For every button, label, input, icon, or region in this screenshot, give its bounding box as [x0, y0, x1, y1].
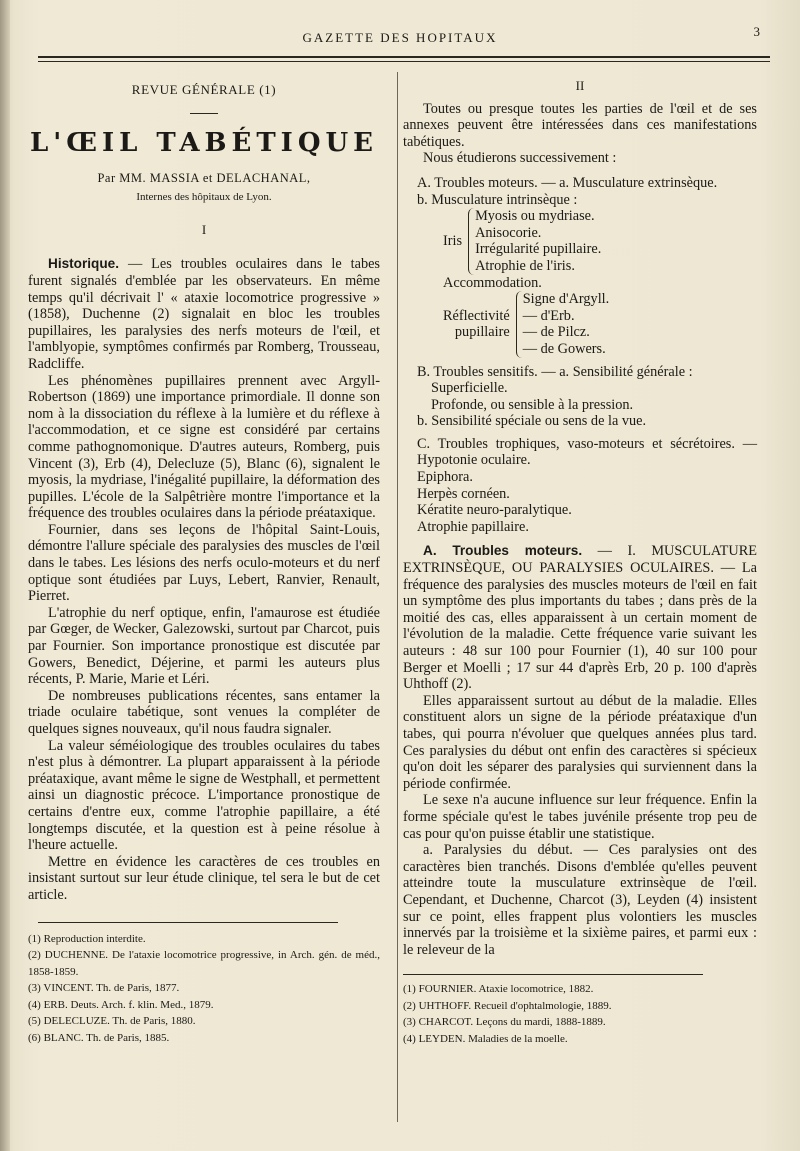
- paragraph: a. Paralysies du début. — Ces paralysies ont des caractères bien tranchés. Disons d'emblée qu'elles peuvent atteindre toute la musculature extrinsèque de l'œil. Cependant, et Duchenne, Charcot (3), Leyden (4) insistent sur ce point, elles frappent plus volontiers les muscles innervés par la troisième et la sixième paires, et parmi eux : le releveur de la: [403, 842, 757, 958]
- section-numeral-ii: II: [575, 78, 585, 93]
- paragraph: De nombreuses publications récentes, sans entamer la triade oculaire tabétique, sont venues la compléter de quelques signes nouveaux, qu'il nous faudra signaler.: [28, 687, 380, 737]
- iris-group: [403, 208, 757, 274]
- review-heading: REVUE GÉNÉRALE (1): [131, 82, 277, 97]
- iris-item: Anisocorie.: [475, 224, 542, 241]
- reflex-brace: [516, 291, 610, 357]
- accommodation: Accommodation.: [443, 274, 542, 291]
- page-binding-edge: [0, 0, 10, 1151]
- short-rule: [190, 113, 218, 114]
- footnote: (4) ERB. Deuts. Arch. f. klin. Med., 1879.: [28, 998, 214, 1011]
- iris-label: Iris: [443, 233, 463, 250]
- outline-item: Epiphora.: [417, 469, 473, 486]
- footnote: (3) VINCENT. Th. de Paris, 1877.: [28, 982, 180, 995]
- outline-item: b. Sensibilité spéciale ou sens de la vue.: [417, 413, 647, 430]
- outline-item: Profonde, ou sensible à la pression.: [431, 396, 634, 413]
- footnote-rule: [403, 974, 703, 975]
- paragraph: L'atrophie du nerf optique, enfin, l'amaurose est étudiée par Gœger, de Wecker, Galezowski, surtout par Charcot, puis par Fournier. Son importance pronostique est discutée par Gowers, Benedict, Déjerine, et parmi les auteurs plus récents, P. Marie, Marie et Léri.: [28, 604, 380, 688]
- section-numeral-i: I: [201, 221, 207, 237]
- footnote: (1) Reproduction interdite.: [28, 932, 146, 945]
- footnotes-left: [28, 931, 380, 1047]
- paragraph: Les phénomènes pupillaires prennent avec Argyll-Robertson (1869) une importance primordiale. Il donne son nom à la dissociation du réflexe à la lumière et du réflexe à l'accommodation, et ce signe est considéré par certains comme pathognomonique. D'autres auteurs, Romberg, puis Vincent (3), Erb (4), Delecluze (5), Blanc (6), signalent le myosis, la mydriase, l'inégalité pupillaire, la déformation des pupilles. L'école de la Salpêtrière montre l'importance et la fréquence des troubles oculaires dans la période préataxique.: [28, 372, 380, 522]
- paragraph-troubles-moteurs: [403, 543, 757, 692]
- iris-item: Atrophie de l'iris.: [475, 257, 575, 274]
- run-in-heading: A. Troubles moteurs.: [423, 543, 583, 559]
- column-divider: [397, 72, 398, 1122]
- reflex-group: [403, 291, 757, 357]
- footnote: (3) CHARCOT. Leçons du mardi, 1888-1889.: [403, 1016, 606, 1029]
- reflex-item: — de Pilcz.: [522, 324, 590, 341]
- footnote: (6) BLANC. Th. de Paris, 1885.: [28, 1031, 170, 1044]
- run-in-heading: Historique.: [48, 256, 119, 272]
- right-column: [403, 78, 757, 1047]
- affiliation: Internes des hôpitaux de Lyon.: [136, 191, 272, 204]
- header-rule-thin: [38, 61, 770, 62]
- page-number: 3: [753, 24, 760, 39]
- footnote: (4) LEYDEN. Maladies de la moelle.: [403, 1032, 568, 1045]
- outline-b-sens-heading: B. Troubles sensitifs. — a. Sensibilité générale :: [417, 363, 693, 380]
- iris-item: Irrégularité pupillaire.: [475, 241, 602, 258]
- left-column: [28, 78, 380, 1046]
- iris-item: Myosis ou mydriase.: [475, 208, 595, 225]
- reflex-label-line: Réflectivité: [443, 307, 510, 324]
- footnote-rule: [38, 922, 338, 923]
- footnote: (5) DELECLUZE. Th. de Paris, 1880.: [28, 1015, 196, 1028]
- footnote: (2) UHTHOFF. Recueil d'ophtalmologie, 1889.: [403, 999, 612, 1012]
- footnotes-right: [403, 981, 757, 1047]
- reflex-label: [443, 308, 514, 341]
- page-header: [30, 24, 770, 50]
- paragraph: Toutes ou presque toutes les parties de l'œil et de ses annexes peuvent être intéressées dans ces manifestations tabétiques.: [403, 100, 757, 150]
- paragraph: La valeur séméiologique des troubles oculaires du tabes n'est plus à démontrer. La plupart apparaissent à la période préataxique, avant même le signe de Westphall, et permettent ainsi un diagnostic précoce. L'importance pronostique de certains d'entre eux, comme l'atrophie papillaire, a été longtemps discutée, et la question est à peine résolue à l'heure actuelle.: [28, 737, 380, 854]
- outline-item: Atrophie papillaire.: [417, 518, 529, 535]
- reflex-item: — de Gowers.: [522, 340, 606, 357]
- footnote: (2) DUCHENNE. De l'ataxie locomotrice progressive, in Arch. gén. de méd., 1858-1859.: [28, 949, 380, 978]
- paragraph-historique: [28, 256, 380, 372]
- paragraph: Mettre en évidence les caractères de ces troubles en insistant surtout sur leur étude clinique, tel sera le but de cet article.: [28, 853, 380, 903]
- outline-c-heading: C. Troubles trophiques, vaso-moteurs et sécrétoires. — Hypotonie oculaire.: [417, 435, 757, 469]
- header-rule-thick: [38, 56, 770, 58]
- byline: Par MM. MASSIA et DELACHANAL,: [97, 170, 311, 185]
- article-title: L'ŒIL TABÉTIQUE: [30, 127, 378, 158]
- footnote: (1) FOURNIER. Ataxie locomotrice, 1882.: [403, 983, 594, 996]
- paragraph-text: — Les troubles oculaires dans le tabes furent signalés d'emblée par les observateurs. En même temps qu'il décrivait l' « ataxie locomotrice progressive » (1858), Duchenne (2) signalait en bloc les troubles pupillaires, les paralysies des nerfs moteurs de l'œil, et l'amblyopie, symptômes confirmés par Romberg, Trousseau, Radcliffe.: [28, 256, 381, 372]
- paragraph: Fournier, dans ses leçons de l'hôpital Saint-Louis, démontre l'allure spéciale des paralysies des muscles de l'œil dans le tabes. Les lésions des nerfs oculo-moteurs et du nerf optique sont étudiées par Luys, Lebert, Ranvier, Renault, Pierret.: [28, 521, 380, 605]
- reflex-item: — d'Erb.: [522, 307, 575, 324]
- running-title: GAZETTE DES HOPITAUX: [302, 30, 498, 45]
- reflex-item: Signe d'Argyll.: [522, 291, 610, 308]
- paragraph: Le sexe n'a aucune influence sur leur fréquence. Enfin la forme spéciale qu'est le tabes juvénile présente trop peu de cas pour qu'on puisse établir une statistique.: [403, 792, 757, 842]
- outline-item: Kératite neuro-paralytique.: [417, 502, 572, 519]
- outline-item: Superficielle.: [431, 380, 508, 397]
- reflex-label-line: pupillaire: [454, 324, 510, 341]
- iris-brace: [468, 208, 601, 274]
- paragraph-text: — I. MUSCULATURE EXTRINSÈQUE, OU PARALYSIES OCULAIRES. — La fréquence des paralysies des muscles moteurs de l'œil en fait un symptôme des plus importants du tabes ; dans près de la moitié des cas, elles apparaissent à un certain moment de l'évolution de la maladie. Cette fréquence varie suivant les auteurs : 48 sur 100 pour Fournier (1), 40 sur 100 pour Berger et Moelli ; 17 sur 44 d'après Erb, 20 p. 100 d'après Uhthoff (2).: [403, 543, 757, 693]
- paragraph: Elles apparaissent surtout au début de la maladie. Elles constituent alors un signe de la période préataxique d'un tabes, qui pourra n'évoluer que quelques années plus tard. Ces paralysies du début ont enfin des caractères si spécieux qu'on doit les séparer des paralysies qui surviennent dans la période confirmée.: [403, 692, 757, 792]
- paragraph: Nous étudierons successivement :: [423, 150, 617, 167]
- outline-b-heading: b. Musculature intrinsèque :: [417, 191, 578, 208]
- outline-item: Herpès cornéen.: [417, 485, 510, 502]
- outline-a-heading: A. Troubles moteurs. — a. Musculature extrinsèque.: [417, 174, 718, 191]
- outline: [403, 175, 757, 535]
